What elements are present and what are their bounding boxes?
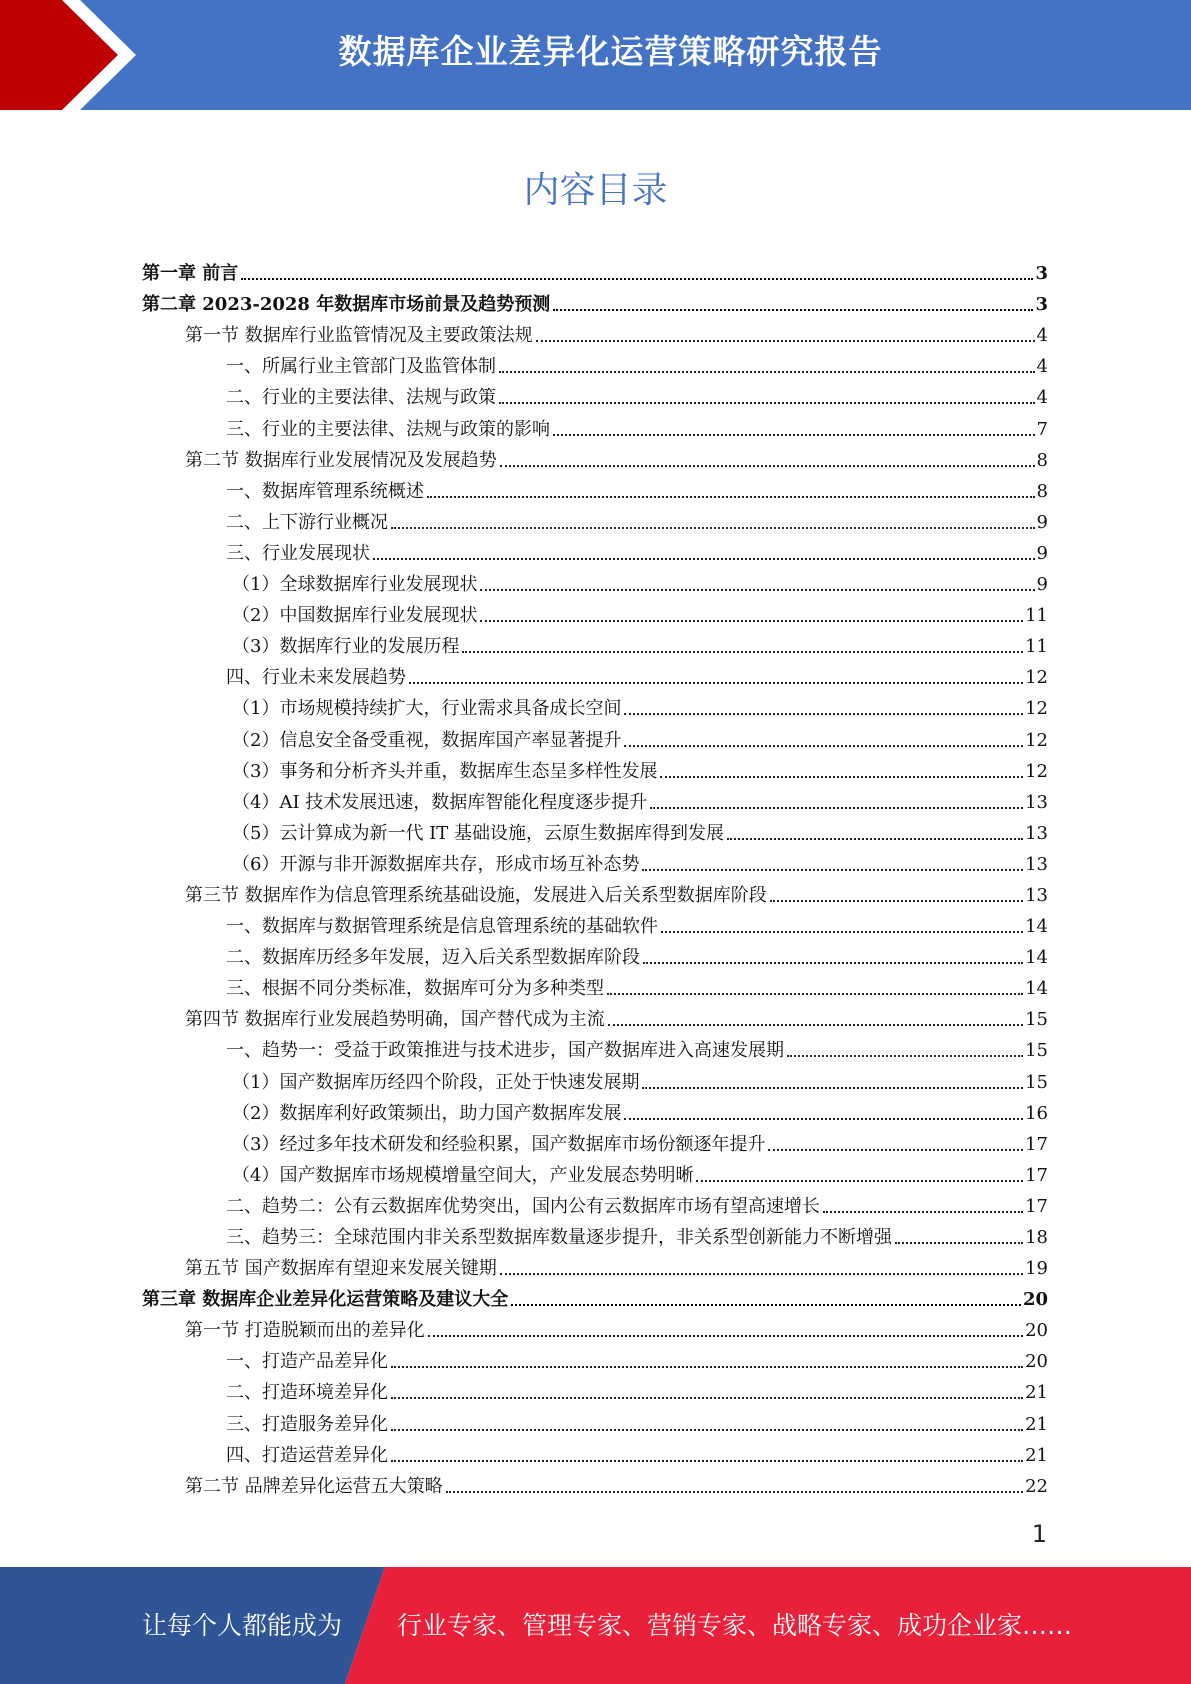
- toc-entry[interactable]: [142, 752, 1048, 783]
- toc-dot-leader: [624, 1118, 1023, 1120]
- toc-dot-leader: [608, 1024, 1023, 1026]
- toc-dot-leader: [660, 776, 1023, 778]
- toc-dot-leader: [499, 402, 1035, 404]
- toc-entry[interactable]: [142, 1094, 1048, 1125]
- toc-dot-leader: [696, 1180, 1023, 1182]
- toc-entry-text: （3）数据库行业的发展历程: [232, 636, 460, 658]
- toc-dot-leader: [480, 589, 1034, 591]
- toc-entry-page: 13: [1025, 884, 1048, 906]
- toc-entry-page: 21: [1025, 1444, 1048, 1466]
- toc-entry-text: 二、行业的主要法律、法规与政策: [226, 387, 496, 409]
- header-band: [0, 0, 1191, 110]
- toc-entry-text: （4）AI 技术发展迅速，数据库智能化程度逐步提升: [232, 791, 648, 813]
- toc-entry-page: 18: [1025, 1227, 1048, 1248]
- toc-entry-page: 20: [1025, 1320, 1048, 1342]
- toc-entry-page: 15: [1025, 1071, 1048, 1093]
- toc-entry[interactable]: [142, 845, 1048, 876]
- toc-entry-text: （1）市场规模持续扩大，行业需求具备成长空间: [232, 698, 622, 720]
- toc-entry-page: 8: [1036, 480, 1048, 502]
- toc-entry-page: 17: [1025, 1164, 1048, 1186]
- toc-entry-text: （3）事务和分析齐头并重，数据库生态呈多样性发展: [232, 760, 658, 782]
- toc-entry-page: 14: [1025, 916, 1048, 938]
- toc-entry[interactable]: [142, 1187, 1048, 1218]
- toc-entry-page: 19: [1025, 1258, 1048, 1280]
- toc-dot-leader: [642, 1087, 1023, 1089]
- toc-entry-page: 15: [1025, 1040, 1048, 1062]
- toc-entry-page: 4: [1036, 356, 1048, 378]
- toc-entry-text: 第一节 数据库行业监管情况及主要政策法规: [185, 325, 533, 347]
- toc-entry-page: 8: [1036, 449, 1048, 471]
- toc-dot-leader: [823, 1211, 1023, 1213]
- toc-entry[interactable]: [142, 1125, 1048, 1156]
- toc-entry[interactable]: [142, 1280, 1048, 1311]
- toc-entry[interactable]: [142, 783, 1048, 814]
- toc-dot-leader: [446, 1491, 1023, 1493]
- toc-entry-text: （2）中国数据库行业发展现状: [232, 605, 478, 627]
- toc-entry-text: 第五节 国产数据库有望迎来发展关键期: [185, 1258, 497, 1280]
- toc-entry-page: 11: [1025, 605, 1048, 627]
- toc-entry[interactable]: [142, 503, 1048, 534]
- toc-entry-page: 9: [1036, 542, 1048, 564]
- toc-entry-text: 第三节 数据库作为信息管理系统基础设施，发展进入后关系型数据库阶段: [185, 884, 767, 906]
- toc-entry-text: 三、根据不同分类标准，数据库可分为多种类型: [226, 978, 604, 1000]
- toc-entry[interactable]: [142, 472, 1048, 503]
- toc-entry-page: 9: [1036, 574, 1048, 596]
- toc-entry-page: 14: [1025, 978, 1048, 1000]
- toc-entry-text: 三、趋势三：全球范围内非关系型数据库数量逐步提升，非关系型创新能力不断增强: [226, 1227, 892, 1248]
- toc-dot-leader: [553, 309, 1033, 311]
- toc-entry[interactable]: [142, 1311, 1048, 1342]
- toc-entry[interactable]: [142, 596, 1048, 627]
- toc-entry-text: 二、数据库历经多年发展，迈入后关系型数据库阶段: [226, 947, 640, 969]
- toc-entry-page: 12: [1025, 667, 1048, 689]
- toc-entry-page: 3: [1035, 294, 1048, 316]
- toc-dot-leader: [500, 1273, 1023, 1275]
- toc-dot-leader: [391, 1366, 1023, 1368]
- toc-entry[interactable]: [142, 534, 1048, 565]
- toc-dot-leader: [643, 962, 1023, 964]
- toc-entry-page: 11: [1025, 636, 1048, 658]
- toc-entry-page: 12: [1025, 729, 1048, 751]
- page-number: 1: [1031, 1520, 1047, 1548]
- toc-dot-leader: [500, 465, 1035, 467]
- toc-entry-page: 3: [1035, 263, 1048, 285]
- toc-dot-leader: [650, 807, 1023, 809]
- toc-entry[interactable]: [142, 627, 1048, 658]
- toc-entry[interactable]: [142, 1218, 1048, 1249]
- toc-entry-text: 三、行业发展现状: [226, 542, 370, 564]
- toc-entry[interactable]: [142, 1436, 1048, 1467]
- toc-entry-text: 四、行业未来发展趋势: [226, 667, 406, 689]
- toc-entry-text: （6）开源与非开源数据库共存，形成市场互补态势: [232, 853, 640, 875]
- toc-dot-leader: [607, 993, 1023, 995]
- toc-entry[interactable]: [142, 1156, 1048, 1187]
- toc-entry[interactable]: [142, 378, 1048, 409]
- toc-dot-leader: [787, 1055, 1023, 1057]
- toc-entry[interactable]: [142, 938, 1048, 969]
- report-title: 数据库企业差异化运营策略研究报告: [338, 32, 883, 71]
- toc-dot-leader: [241, 278, 1033, 280]
- toc-entry-text: 第一节 打造脱颖而出的差异化: [185, 1320, 425, 1342]
- toc-entry[interactable]: [142, 1467, 1048, 1498]
- table-of-contents: [142, 254, 1048, 1498]
- footer-slogan-left: 让每个人都能成为: [142, 1611, 343, 1640]
- toc-dot-leader: [727, 838, 1023, 840]
- toc-entry[interactable]: [142, 658, 1048, 689]
- toc-dot-leader: [409, 682, 1023, 684]
- toc-entry[interactable]: [142, 876, 1048, 907]
- toc-dot-leader: [553, 434, 1035, 436]
- toc-entry-page: 22: [1025, 1475, 1048, 1497]
- toc-dot-leader: [373, 558, 1035, 560]
- toc-entry[interactable]: [142, 409, 1048, 440]
- toc-entry-text: （1）国产数据库历经四个阶段，正处于快速发展期: [232, 1071, 640, 1093]
- toc-entry[interactable]: [142, 254, 1048, 285]
- toc-entry[interactable]: [142, 316, 1048, 347]
- toc-dot-leader: [642, 869, 1023, 871]
- toc-entry-page: 7: [1036, 418, 1048, 440]
- toc-entry-text: （1）全球数据库行业发展现状: [232, 574, 478, 596]
- toc-entry-text: 一、打造产品差异化: [226, 1351, 388, 1373]
- toc-dot-leader: [768, 1149, 1023, 1151]
- toc-entry-page: 17: [1025, 1133, 1048, 1155]
- toc-entry-page: 20: [1022, 1289, 1048, 1311]
- toc-entry-page: 16: [1025, 1102, 1048, 1124]
- toc-dot-leader: [536, 340, 1035, 342]
- toc-dot-leader: [770, 900, 1023, 902]
- toc-entry-text: 四、打造运营差异化: [226, 1444, 388, 1466]
- toc-dot-leader: [895, 1242, 1023, 1244]
- toc-entry[interactable]: [142, 1031, 1048, 1062]
- toc-entry-page: 9: [1036, 511, 1048, 533]
- toc-entry-page: 12: [1025, 698, 1048, 720]
- toc-dot-leader: [391, 1429, 1023, 1431]
- toc-entry[interactable]: [142, 720, 1048, 751]
- toc-entry[interactable]: [142, 565, 1048, 596]
- toc-entry-text: 第二节 数据库行业发展情况及发展趋势: [185, 449, 497, 471]
- toc-entry-text: 三、行业的主要法律、法规与政策的影响: [226, 418, 550, 440]
- toc-dot-leader: [391, 527, 1035, 529]
- toc-dot-leader: [624, 745, 1023, 747]
- toc-dot-leader: [462, 651, 1023, 653]
- toc-entry[interactable]: [142, 1249, 1048, 1280]
- chevron-arrow-icon: [0, 0, 160, 110]
- toc-entry-text: 一、数据库管理系统概述: [226, 480, 424, 502]
- toc-entry[interactable]: [142, 347, 1048, 378]
- toc-entry-text: 二、打造环境差异化: [226, 1382, 388, 1404]
- toc-entry[interactable]: [142, 1373, 1048, 1404]
- toc-entry-text: 三、打造服务差异化: [226, 1413, 388, 1435]
- toc-entry-page: 20: [1025, 1351, 1048, 1373]
- toc-entry[interactable]: [142, 1000, 1048, 1031]
- toc-entry-text: 二、趋势二：公有云数据库优势突出，国内公有云数据库市场有望高速增长: [226, 1195, 820, 1217]
- toc-entry[interactable]: [142, 689, 1048, 720]
- toc-dot-leader: [391, 1460, 1023, 1462]
- toc-heading: 内容目录: [523, 170, 668, 211]
- toc-entry-text: 第一章 前言: [142, 263, 239, 285]
- toc-entry-page: 13: [1025, 822, 1048, 844]
- toc-dot-leader: [624, 713, 1023, 715]
- toc-entry-text: 第二章 2023-2028 年数据库市场前景及趋势预测: [142, 294, 551, 316]
- toc-entry-page: 4: [1036, 387, 1048, 409]
- toc-entry-page: 15: [1025, 1009, 1048, 1031]
- toc-entry-text: （3）经过多年技术研发和经验积累，国产数据库市场份额逐年提升: [232, 1133, 766, 1155]
- toc-entry-text: 第四节 数据库行业发展趋势明确，国产替代成为主流: [185, 1009, 605, 1031]
- toc-entry-text: （2）信息安全备受重视，数据库国产率显著提升: [232, 729, 622, 751]
- toc-entry-page: 21: [1025, 1382, 1048, 1404]
- toc-dot-leader: [661, 931, 1023, 933]
- toc-dot-leader: [511, 1304, 1021, 1306]
- toc-entry-text: 一、数据库与数据管理系统是信息管理系统的基础软件: [226, 916, 658, 938]
- toc-entry-page: 17: [1025, 1195, 1048, 1217]
- toc-entry-text: 第三章 数据库企业差异化运营策略及建议大全: [142, 1289, 509, 1311]
- toc-entry[interactable]: [142, 1342, 1048, 1373]
- toc-entry-page: 21: [1025, 1413, 1048, 1435]
- toc-entry-page: 14: [1025, 947, 1048, 969]
- toc-entry-text: （2）数据库利好政策频出，助力国产数据库发展: [232, 1102, 622, 1124]
- toc-dot-leader: [428, 1335, 1023, 1337]
- toc-entry-text: 第二节 品牌差异化运营五大策略: [185, 1475, 443, 1497]
- toc-entry-text: 一、趋势一：受益于政策推进与技术进步，国产数据库进入高速发展期: [226, 1040, 784, 1062]
- toc-entry-page: 13: [1025, 853, 1048, 875]
- toc-entry[interactable]: [142, 441, 1048, 472]
- toc-entry-text: （5）云计算成为新一代 IT 基础设施，云原生数据库得到发展: [232, 822, 725, 844]
- toc-dot-leader: [391, 1397, 1023, 1399]
- toc-entry-text: （4）国产数据库市场规模增量空间大，产业发展态势明晰: [232, 1164, 694, 1186]
- toc-dot-leader: [480, 620, 1023, 622]
- toc-entry-text: 二、上下游行业概况: [226, 511, 388, 533]
- toc-dot-leader: [427, 496, 1035, 498]
- toc-entry[interactable]: [142, 969, 1048, 1000]
- toc-entry[interactable]: [142, 285, 1048, 316]
- toc-entry[interactable]: [142, 1062, 1048, 1093]
- footer-band: [0, 1567, 1191, 1684]
- toc-entry[interactable]: [142, 814, 1048, 845]
- toc-entry-page: 4: [1036, 325, 1048, 347]
- footer-slogan-right: 行业专家、管理专家、营销专家、战略专家、成功企业家……: [397, 1611, 1073, 1640]
- toc-entry[interactable]: [142, 1404, 1048, 1435]
- toc-entry-page: 12: [1025, 760, 1048, 782]
- toc-dot-leader: [499, 371, 1035, 373]
- toc-entry-text: 一、所属行业主管部门及监管体制: [226, 356, 496, 378]
- toc-entry-page: 13: [1025, 791, 1048, 813]
- toc-entry[interactable]: [142, 907, 1048, 938]
